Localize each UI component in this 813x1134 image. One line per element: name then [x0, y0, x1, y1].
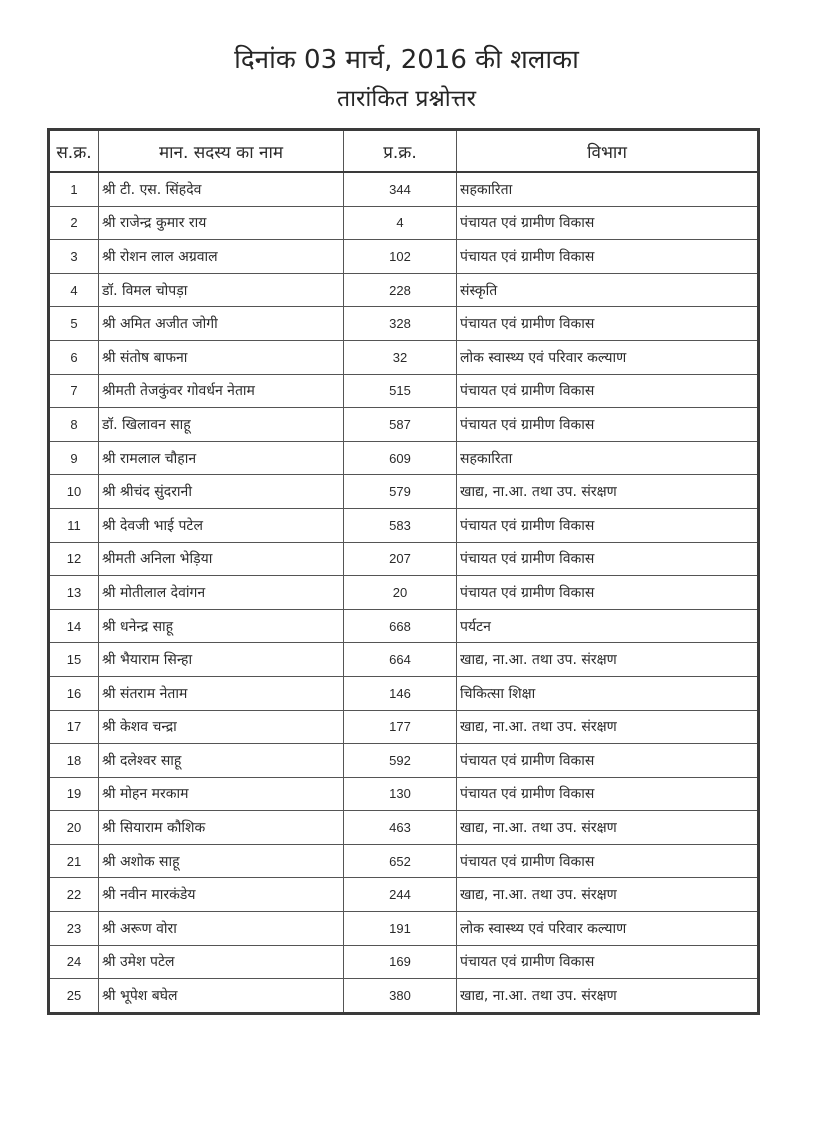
member-name-cell: श्री देवजी भाई पटेल — [99, 508, 344, 542]
question-number-cell: 668 — [344, 609, 457, 643]
serial-cell: 10 — [49, 475, 99, 509]
member-name-cell: श्री दलेश्वर साहू — [99, 744, 344, 778]
member-name-cell: श्री धनेन्द्र साहू — [99, 609, 344, 643]
department-cell: पंचायत एवं ग्रामीण विकास — [457, 374, 759, 408]
department-cell: पंचायत एवं ग्रामीण विकास — [457, 542, 759, 576]
serial-cell: 8 — [49, 408, 99, 442]
serial-cell: 16 — [49, 676, 99, 710]
table-row — [49, 777, 759, 811]
department-cell: पंचायत एवं ग्रामीण विकास — [457, 744, 759, 778]
department-cell: लोक स्वास्थ्य एवं परिवार कल्याण — [457, 340, 759, 374]
question-number-cell: 515 — [344, 374, 457, 408]
table-row — [49, 643, 759, 677]
table-row — [49, 609, 759, 643]
department-cell: पंचायत एवं ग्रामीण विकास — [457, 576, 759, 610]
serial-cell: 22 — [49, 878, 99, 912]
question-number-cell: 664 — [344, 643, 457, 677]
department-cell: पंचायत एवं ग्रामीण विकास — [457, 408, 759, 442]
department-cell: चिकित्सा शिक्षा — [457, 676, 759, 710]
member-name-cell: श्री मोतीलाल देवांगन — [99, 576, 344, 610]
serial-cell: 17 — [49, 710, 99, 744]
table-row — [49, 307, 759, 341]
serial-cell: 5 — [49, 307, 99, 341]
member-name-cell: श्री राजेन्द्र कुमार राय — [99, 206, 344, 240]
question-number-cell: 244 — [344, 878, 457, 912]
department-cell: पंचायत एवं ग्रामीण विकास — [457, 307, 759, 341]
question-number-cell: 583 — [344, 508, 457, 542]
serial-cell: 7 — [49, 374, 99, 408]
serial-cell: 11 — [49, 508, 99, 542]
member-name-cell: श्री अरूण वोरा — [99, 912, 344, 946]
member-name-cell: श्री उमेश पटेल — [99, 945, 344, 979]
table-row — [49, 542, 759, 576]
table-row — [49, 878, 759, 912]
table-row — [49, 508, 759, 542]
question-number-cell: 102 — [344, 240, 457, 274]
question-number-cell: 328 — [344, 307, 457, 341]
member-name-cell: श्री नवीन मारकंडेय — [99, 878, 344, 912]
member-name-cell: डॉ. विमल चोपड़ा — [99, 273, 344, 307]
department-cell: पंचायत एवं ग्रामीण विकास — [457, 777, 759, 811]
serial-cell: 24 — [49, 945, 99, 979]
question-number-cell: 130 — [344, 777, 457, 811]
question-number-cell: 228 — [344, 273, 457, 307]
member-name-cell: श्री संतराम नेताम — [99, 676, 344, 710]
question-number-cell: 169 — [344, 945, 457, 979]
member-name-cell: श्री सियाराम कौशिक — [99, 811, 344, 845]
serial-cell: 4 — [49, 273, 99, 307]
serial-cell: 23 — [49, 912, 99, 946]
question-number-cell: 652 — [344, 844, 457, 878]
department-cell: पंचायत एवं ग्रामीण विकास — [457, 844, 759, 878]
serial-cell: 1 — [49, 172, 99, 206]
department-cell: खाद्य, ना.आ. तथा उप. संरक्षण — [457, 710, 759, 744]
serial-cell: 18 — [49, 744, 99, 778]
table-row — [49, 811, 759, 845]
page-subtitle: तारांकित प्रश्नोत्तर — [336, 86, 477, 112]
serial-cell: 12 — [49, 542, 99, 576]
question-number-cell: 380 — [344, 979, 457, 1014]
table-row — [49, 710, 759, 744]
table-row — [49, 844, 759, 878]
department-cell: पंचायत एवं ग्रामीण विकास — [457, 206, 759, 240]
member-name-cell: श्री रोशन लाल अग्रवाल — [99, 240, 344, 274]
department-cell: संस्कृति — [457, 273, 759, 307]
table-row — [49, 408, 759, 442]
member-name-cell: श्री केशव चन्द्रा — [99, 710, 344, 744]
column-header-department: विभाग — [457, 130, 759, 173]
column-header-member-name: मान. सदस्य का नाम — [99, 130, 344, 173]
department-cell: खाद्य, ना.आ. तथा उप. संरक्षण — [457, 811, 759, 845]
department-cell: खाद्य, ना.आ. तथा उप. संरक्षण — [457, 475, 759, 509]
question-number-cell: 191 — [344, 912, 457, 946]
department-cell: सहकारिता — [457, 441, 759, 475]
department-cell: पंचायत एवं ग्रामीण विकास — [457, 508, 759, 542]
serial-cell: 14 — [49, 609, 99, 643]
member-name-cell: श्री रामलाल चौहान — [99, 441, 344, 475]
department-cell: खाद्य, ना.आ. तथा उप. संरक्षण — [457, 878, 759, 912]
serial-cell: 25 — [49, 979, 99, 1014]
table-row — [49, 206, 759, 240]
question-number-cell: 587 — [344, 408, 457, 442]
questions-table — [47, 128, 760, 1015]
question-number-cell: 177 — [344, 710, 457, 744]
question-number-cell: 146 — [344, 676, 457, 710]
question-number-cell: 579 — [344, 475, 457, 509]
serial-cell: 6 — [49, 340, 99, 374]
table-row — [49, 172, 759, 206]
page-title: दिनांक 03 मार्च, 2016 की शलाका — [234, 45, 579, 75]
serial-cell: 13 — [49, 576, 99, 610]
table-row — [49, 979, 759, 1014]
question-number-cell: 207 — [344, 542, 457, 576]
serial-cell: 20 — [49, 811, 99, 845]
question-number-cell: 344 — [344, 172, 457, 206]
department-cell: सहकारिता — [457, 172, 759, 206]
table-header-row — [49, 130, 759, 173]
member-name-cell: श्रीमती तेजकुंवर गोवर्धन नेताम — [99, 374, 344, 408]
question-number-cell: 609 — [344, 441, 457, 475]
member-name-cell: श्री भूपेश बघेल — [99, 979, 344, 1014]
serial-cell: 19 — [49, 777, 99, 811]
member-name-cell: श्री टी. एस. सिंहदेव — [99, 172, 344, 206]
serial-cell: 2 — [49, 206, 99, 240]
table-row — [49, 576, 759, 610]
serial-cell: 21 — [49, 844, 99, 878]
member-name-cell: श्री अमित अजीत जोगी — [99, 307, 344, 341]
question-number-cell: 32 — [344, 340, 457, 374]
member-name-cell: श्री संतोष बाफना — [99, 340, 344, 374]
column-header-serial: स.क्र. — [49, 130, 99, 173]
member-name-cell: डॉ. खिलावन साहू — [99, 408, 344, 442]
department-cell: पंचायत एवं ग्रामीण विकास — [457, 240, 759, 274]
table-row — [49, 273, 759, 307]
department-cell: लोक स्वास्थ्य एवं परिवार कल्याण — [457, 912, 759, 946]
department-cell: खाद्य, ना.आ. तथा उप. संरक्षण — [457, 643, 759, 677]
question-number-cell: 20 — [344, 576, 457, 610]
member-name-cell: श्रीमती अनिला भेड़िया — [99, 542, 344, 576]
table-row — [49, 374, 759, 408]
member-name-cell: श्री श्रीचंद सुंदरानी — [99, 475, 344, 509]
department-cell: खाद्य, ना.आ. तथा उप. संरक्षण — [457, 979, 759, 1014]
member-name-cell: श्री अशोक साहू — [99, 844, 344, 878]
member-name-cell: श्री मोहन मरकाम — [99, 777, 344, 811]
table-row — [49, 340, 759, 374]
table-row — [49, 441, 759, 475]
serial-cell: 9 — [49, 441, 99, 475]
department-cell: पर्यटन — [457, 609, 759, 643]
column-header-question-number: प्र.क्र. — [344, 130, 457, 173]
question-number-cell: 463 — [344, 811, 457, 845]
department-cell: पंचायत एवं ग्रामीण विकास — [457, 945, 759, 979]
member-name-cell: श्री भैयाराम सिन्हा — [99, 643, 344, 677]
table-row — [49, 945, 759, 979]
table-row — [49, 676, 759, 710]
question-number-cell: 4 — [344, 206, 457, 240]
table-row — [49, 240, 759, 274]
table-row — [49, 475, 759, 509]
serial-cell: 3 — [49, 240, 99, 274]
table-row — [49, 912, 759, 946]
table-row — [49, 744, 759, 778]
question-number-cell: 592 — [344, 744, 457, 778]
serial-cell: 15 — [49, 643, 99, 677]
